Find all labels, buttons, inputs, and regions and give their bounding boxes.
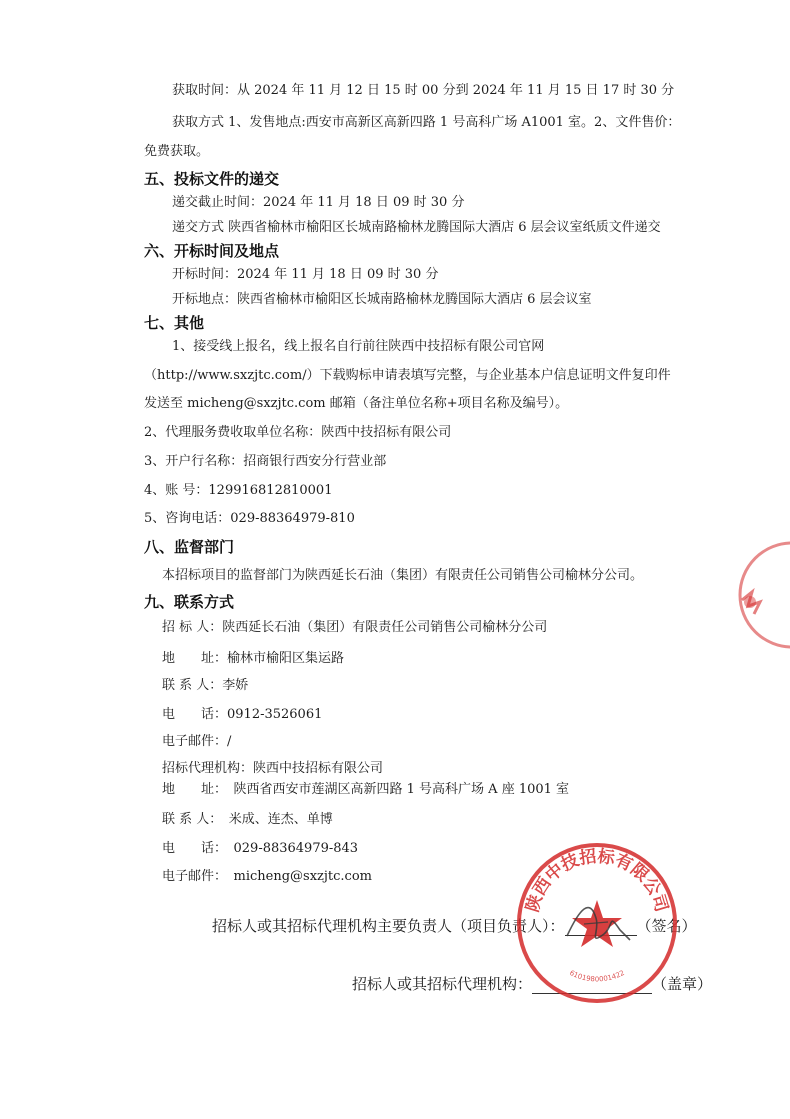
tenderer-phone: 电 话：0912-3526061 bbox=[162, 707, 323, 722]
seal-text: 陕西中技招标有限公司 bbox=[522, 846, 672, 915]
sign-suffix: （签名） bbox=[636, 917, 697, 935]
tenderer-name: 招 标 人：陕西延长石油（集团）有限责任公司销售公司榆林分公司 bbox=[162, 620, 548, 635]
other-item4: 4、账 号：129916812810001 bbox=[144, 483, 333, 498]
agency-email: 电子邮件： micheng@sxzjtc.com bbox=[162, 869, 372, 884]
tenderer-email: 电子邮件：/ bbox=[162, 734, 232, 749]
opening-time: 开标时间：2024 年 11 月 18 日 09 时 30 分 bbox=[172, 267, 439, 282]
other-item1-line3: 发送至 micheng@sxzjtc.com 邮箱（备注单位名称+项目名称及编号）。 bbox=[144, 396, 569, 411]
supervision-text: 本招标项目的监督部门为陕西延长石油（集团）有限责任公司销售公司榆林分公司。 bbox=[162, 568, 644, 583]
other-item1-line2: （http://www.sxzjtc.com/）下载购标申请表填写完整，与企业基本户信息证明文件复印件 bbox=[144, 368, 671, 383]
agency-contact: 联 系 人： 米成、连杰、单博 bbox=[162, 812, 333, 827]
opening-place: 开标地点：陕西省榆林市榆阳区长城南路榆林龙腾国际大酒店 6 层会议室 bbox=[172, 292, 592, 307]
tenderer-contact: 联 系 人：李娇 bbox=[162, 678, 249, 693]
signature-blank bbox=[565, 917, 637, 936]
tenderer-address: 地 址：榆林市榆阳区集运路 bbox=[162, 651, 345, 666]
access-time: 获取时间：从 2024 年 11 月 12 日 15 时 00 分到 2024 年 11 月 15 日 17 时 30 分 bbox=[172, 83, 675, 98]
sign-label: 招标人或其招标代理机构主要负责人（项目负责人）： bbox=[212, 917, 565, 935]
section7-title: 七、其他 bbox=[144, 314, 205, 332]
section6-title: 六、开标时间及地点 bbox=[144, 242, 280, 260]
other-item1-line1: 1、接受线上报名，线上报名自行前往陕西中技招标有限公司官网 bbox=[172, 339, 545, 354]
access-method-line1: 获取方式 1、发售地点:西安市高新区高新四路 1 号高科广场 A1001 室。2、文件售价： bbox=[172, 115, 681, 130]
submission-method: 递交方式 陕西省榆林市榆阳区长城南路榆林龙腾国际大酒店 6 层会议室纸质文件递交 bbox=[172, 220, 661, 235]
other-item3: 3、开户行名称：招商银行西安分行营业部 bbox=[144, 454, 387, 469]
section8-title: 八、监督部门 bbox=[144, 538, 235, 556]
other-item2: 2、代理服务费收取单位名称：陕西中技招标有限公司 bbox=[144, 425, 452, 440]
section5-title: 五、投标文件的递交 bbox=[144, 170, 280, 188]
submission-deadline: 递交截止时间：2024 年 11 月 18 日 09 时 30 分 bbox=[172, 195, 465, 210]
seal-code: 6101980001422 bbox=[568, 968, 626, 984]
section9-title: 九、联系方式 bbox=[144, 593, 235, 611]
other-item5: 5、咨询电话：029-88364979-810 bbox=[144, 511, 355, 526]
agency-address: 地 址： 陕西省西安市莲湖区高新四路 1 号高科广场 A 座 1001 室 bbox=[162, 782, 570, 797]
partial-seal bbox=[712, 540, 790, 650]
signature-line bbox=[212, 916, 697, 936]
stamp-blank bbox=[532, 975, 652, 994]
stamp-line bbox=[352, 974, 712, 994]
access-method-line2: 免费获取。 bbox=[144, 144, 210, 159]
agency-phone: 电 话： 029-88364979-843 bbox=[162, 841, 359, 856]
stamp-label: 招标人或其招标代理机构： bbox=[352, 975, 533, 993]
agency-name: 招标代理机构：陕西中技招标有限公司 bbox=[162, 761, 384, 776]
stamp-suffix: （盖章） bbox=[652, 975, 713, 993]
